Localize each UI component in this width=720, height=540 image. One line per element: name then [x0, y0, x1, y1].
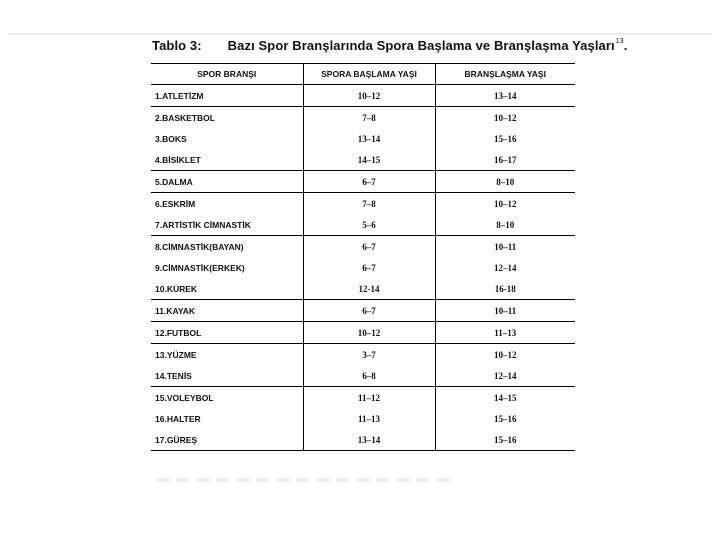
header-specialization-age: BRANŞLAŞMA YAŞI	[435, 64, 575, 85]
start-age-cell: 11–13	[303, 408, 435, 429]
sport-name-cell: 16.HALTER	[155, 413, 201, 424]
table-row	[151, 214, 575, 236]
start-age-cell: 6–7	[303, 171, 435, 193]
table-row	[151, 85, 575, 107]
start-age-cell: 6–7	[303, 257, 435, 278]
table-row	[151, 193, 575, 215]
specialization-age-cell: 11–13	[435, 322, 575, 344]
specialization-age-cell: 15–16	[435, 128, 575, 149]
table-row	[151, 365, 575, 387]
sport-name-cell: 12.FUTBOL	[151, 322, 303, 344]
specialization-age-cell: 16-18	[435, 278, 575, 300]
table-row	[151, 149, 575, 171]
sport-name-cell: 5.DALMA	[151, 171, 303, 193]
table-row	[151, 408, 575, 429]
start-age-cell: 13–14	[303, 429, 435, 451]
table-row	[151, 278, 575, 300]
sport-name-cell: 11.KAYAK	[151, 300, 303, 322]
specialization-age-cell: 16–17	[435, 149, 575, 171]
start-age-cell: 6–7	[303, 236, 435, 258]
start-age-cell: 11–12	[303, 387, 435, 409]
caption-reference: 13	[615, 38, 624, 45]
faded-footnote	[156, 478, 456, 482]
start-age-cell: 5–6	[303, 214, 435, 236]
table-header-row	[151, 64, 575, 85]
start-age-cell: 12-14	[303, 278, 435, 300]
specialization-age-cell: 14–15	[435, 387, 575, 409]
table-row	[151, 257, 575, 278]
sport-name-cell: 7.ARTİSTİK CİMNASTİK	[151, 214, 303, 236]
start-age-cell: 10–12	[303, 322, 435, 344]
start-age-cell: 6–8	[303, 365, 435, 387]
table-row	[151, 344, 575, 366]
start-age-cell: 7–8	[303, 193, 435, 215]
start-age-cell: 14–15	[303, 149, 435, 171]
specialization-age-cell: 12–14	[435, 257, 575, 278]
specialization-age-cell: 8–10	[435, 214, 575, 236]
start-age-cell: 10–12	[303, 85, 435, 107]
table-row	[151, 429, 575, 451]
sport-name-cell: 10.KÜREK	[151, 278, 303, 300]
start-age-cell: 3–7	[303, 344, 435, 366]
top-divider	[8, 33, 712, 35]
caption-period: .	[623, 38, 628, 53]
sport-name-cell: 3.BOKS	[155, 133, 187, 144]
sport-name-cell: 8.CİMNASTİK(BAYAN)	[155, 241, 244, 252]
sport-name-cell: 17.GÜREŞ	[151, 429, 303, 451]
specialization-age-cell: 10–11	[435, 236, 575, 258]
specialization-age-cell: 10–11	[435, 300, 575, 322]
header-start-age: SPORA BAŞLAMA YAŞI	[303, 64, 435, 85]
sport-age-table	[151, 63, 575, 451]
start-age-cell: 6–7	[303, 300, 435, 322]
specialization-age-cell: 15–16	[435, 429, 575, 451]
specialization-age-cell: 10–12	[435, 193, 575, 215]
table-caption	[152, 38, 627, 53]
sport-name-cell: 14.TENİS	[151, 365, 303, 387]
sport-name-cell: 9.CİMNASTİK(ERKEK)	[155, 262, 245, 273]
caption-label: Tablo 3:	[152, 38, 202, 53]
specialization-age-cell: 13–14	[435, 85, 575, 107]
start-age-cell: 7–8	[303, 107, 435, 129]
table-row	[151, 322, 575, 344]
table-row	[151, 128, 575, 149]
caption-title: Bazı Spor Branşlarında Spora Başlama ve Branşlaşma Yaşları	[227, 38, 615, 53]
table-row	[151, 236, 575, 258]
sport-name-cell: 13.YÜZME	[155, 349, 197, 360]
specialization-age-cell: 12–14	[435, 365, 575, 387]
sport-name-cell: 6.ESKRİM	[155, 198, 196, 209]
header-sport: SPOR BRANŞI	[151, 64, 303, 85]
specialization-age-cell: 10–12	[435, 344, 575, 366]
table-row	[151, 107, 575, 129]
sport-name-cell: 2.BASKETBOL	[155, 112, 215, 123]
table-row	[151, 387, 575, 409]
table-row	[151, 300, 575, 322]
specialization-age-cell: 8–10	[435, 171, 575, 193]
sport-name-cell: 15.VOLEYBOL	[155, 392, 214, 403]
sport-name-cell: 1.ATLETİZM	[151, 85, 303, 107]
start-age-cell: 13–14	[303, 128, 435, 149]
specialization-age-cell: 10–12	[435, 107, 575, 129]
sport-name-cell: 4.BİSİKLET	[151, 149, 303, 171]
specialization-age-cell: 15–16	[435, 408, 575, 429]
table-row	[151, 171, 575, 193]
